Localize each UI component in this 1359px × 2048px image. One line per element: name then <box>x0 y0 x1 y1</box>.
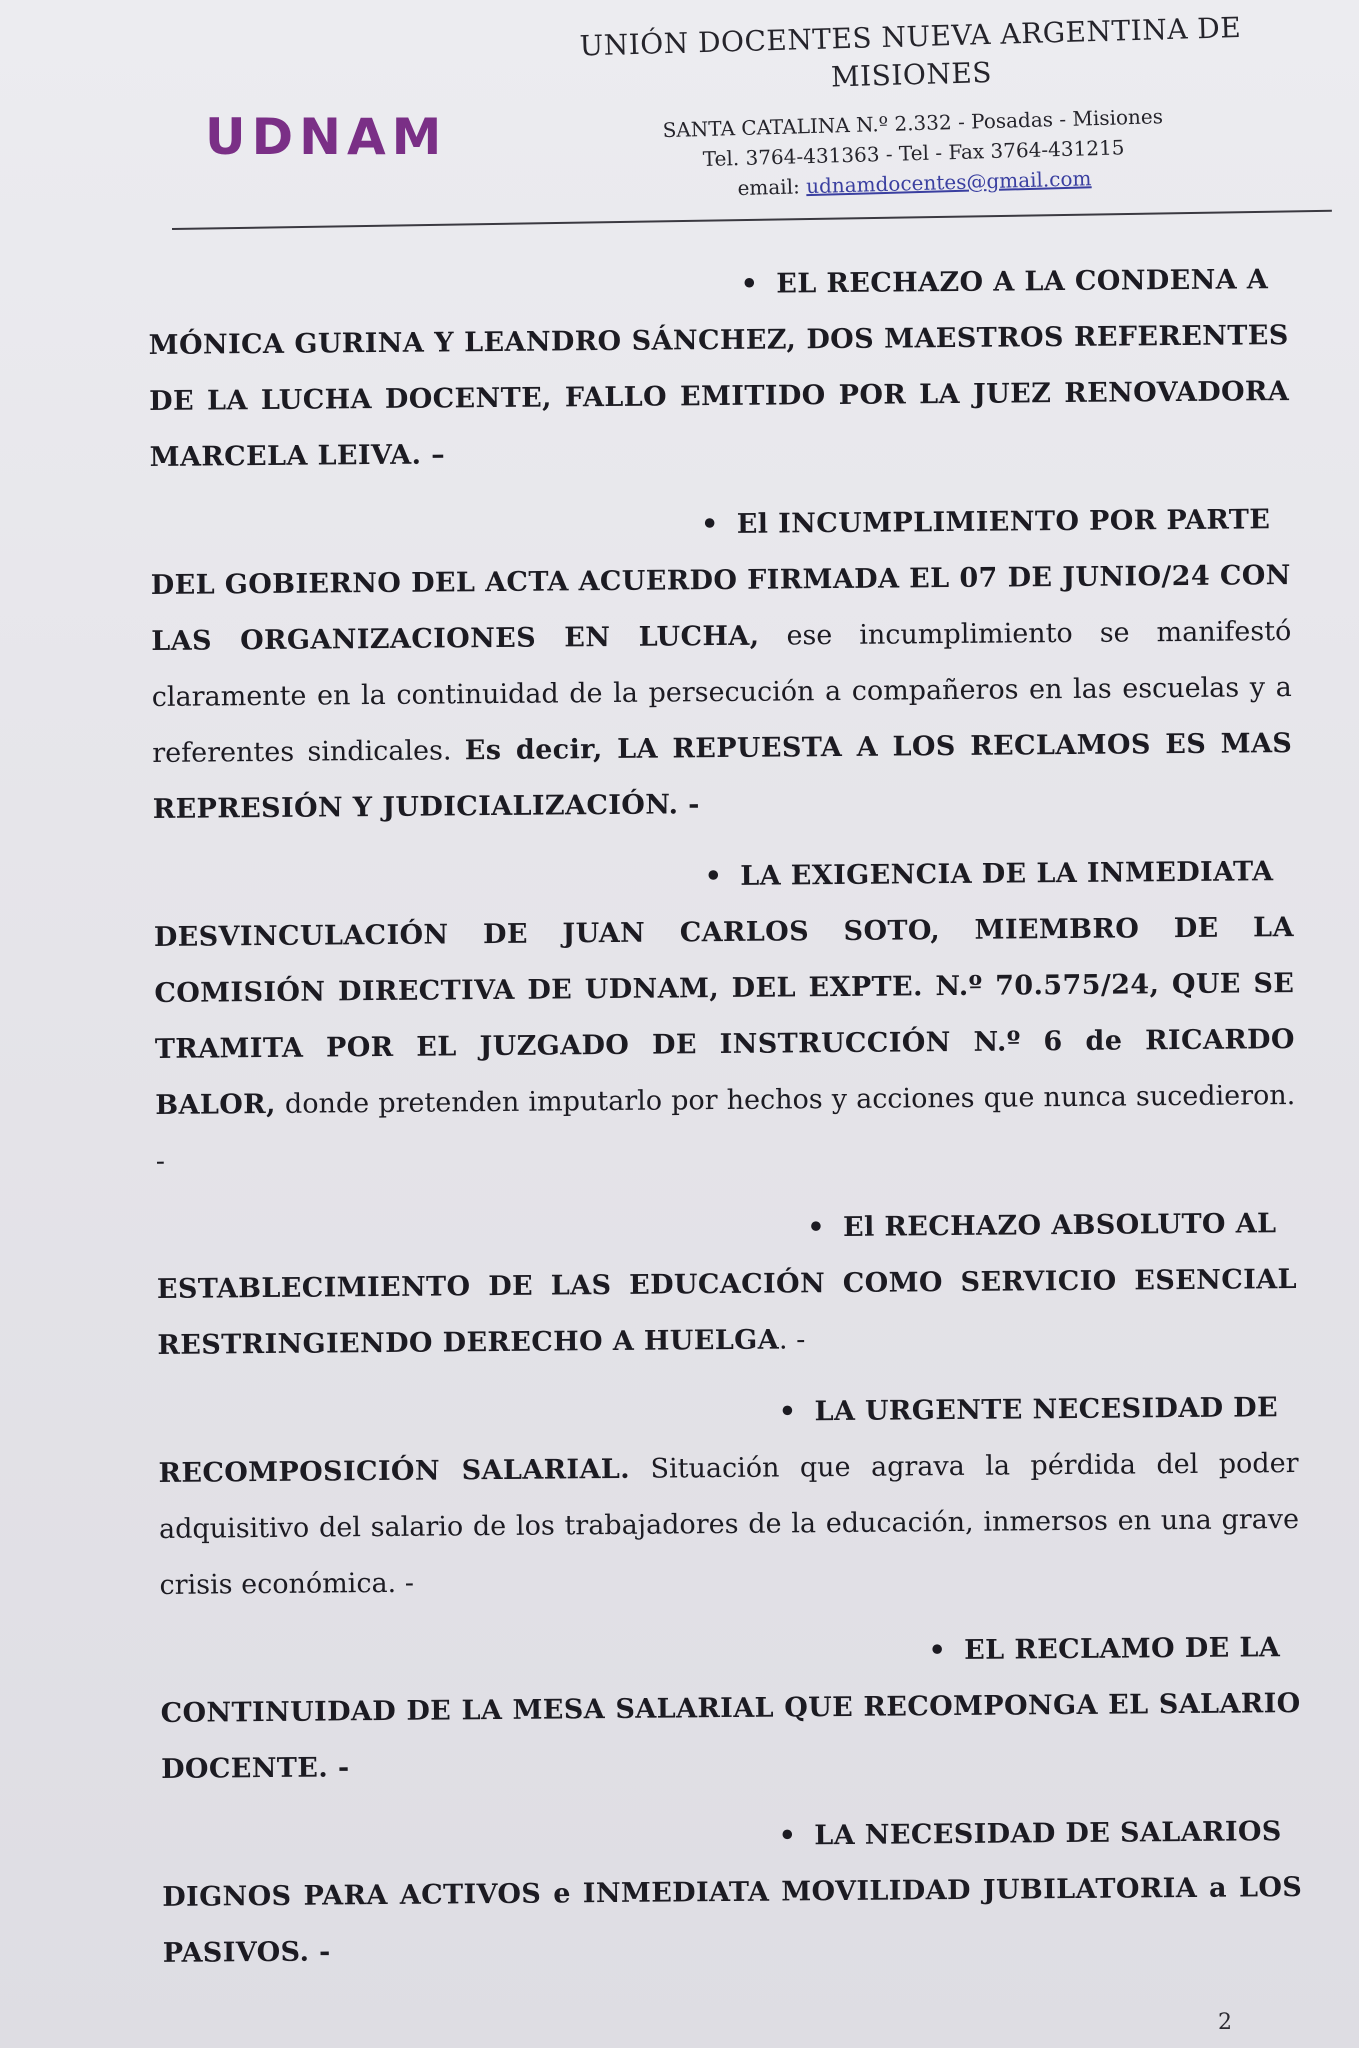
item-lead-line <box>160 1620 1300 1686</box>
item-lead-line <box>158 1380 1298 1446</box>
document-body <box>148 252 1303 1998</box>
item-text <box>148 308 1289 486</box>
list-item <box>148 252 1290 486</box>
bullet-icon: • <box>807 1212 826 1244</box>
item-normal: Situación que agrava la pérdida del poder adquisitivo del salario de los trabajadores de la educación, inmersos en una grave crisis económica. - <box>158 1448 1300 1601</box>
item-text <box>160 1676 1301 1798</box>
item-text <box>158 1436 1299 1614</box>
item-lead-line <box>153 844 1293 910</box>
address-line: SANTA CATALINA N.º 2.332 - Posadas - Misiones <box>662 104 1164 143</box>
item-lead-line <box>156 1196 1296 1262</box>
item-text <box>154 900 1296 1190</box>
list-item <box>158 1380 1300 1614</box>
item-lead-line <box>162 1804 1302 1870</box>
list-item <box>162 1804 1303 1982</box>
item-lead: LA URGENTE NECESIDAD DE <box>814 1392 1279 1428</box>
list-item <box>153 844 1296 1190</box>
org-name-line2: MISIONES <box>830 55 993 94</box>
bullet-icon: • <box>704 861 723 893</box>
item-bold: DEL GOBIERNO DEL ACTA ACUERDO FIRMADA EL 07 DE JUNIO/24 CON LAS ORGANIZACIONES EN LUCHA, <box>150 560 1291 657</box>
item-lead: El INCUMPLIMIENTO POR PARTE <box>736 504 1271 540</box>
phone-line: Tel. 3764-431363 - Tel - Fax 3764-431215 <box>702 135 1125 172</box>
email-link[interactable]: udnamdocentes@gmail.com <box>805 166 1092 199</box>
item-normal: donde pretenden imputarlo por hechos y acciones que nunca sucedieron. - <box>155 1080 1296 1177</box>
udnam-logo: UDNAM <box>205 108 448 166</box>
item-lead: EL RECHAZO A LA CONDENA A <box>776 264 1269 300</box>
email-label: email: <box>737 174 801 201</box>
item-text <box>151 548 1293 838</box>
header-divider <box>172 210 1332 230</box>
item-lead-line <box>148 252 1288 318</box>
item-bold: CONTINUIDAD DE LA MESA SALARIAL QUE RECOMPONGA EL SALARIO DOCENTE. - <box>160 1687 1301 1785</box>
item-lead: LA EXIGENCIA DE LA INMEDIATA <box>740 856 1274 892</box>
list-item <box>160 1620 1301 1798</box>
item-normal: ese incumplimiento se manifestó claramente en la continuidad de la persecución a compañeros en las escuelas y a referentes sindicales. <box>151 616 1292 769</box>
letterhead <box>560 8 1265 207</box>
bullet-icon: • <box>928 1635 947 1667</box>
item-lead-line <box>150 492 1290 558</box>
bullet-icon: • <box>778 1396 797 1428</box>
list-item <box>150 492 1293 838</box>
item-bold2: Es decir, LA REPUESTA A LOS RECLAMOS ES MAS REPRESIÓN Y JUDICIALIZACIÓN. - <box>152 728 1293 825</box>
item-bold: DESVINCULACIÓN DE JUAN CARLOS SOTO, MIEMBRO DE LA COMISIÓN DIRECTIVA DE UDNAM, DEL EXPTE. N.º 70.575/24, QUE SE TRAMITA POR EL JUZGADO DE INSTRUCCIÓN N.º 6 de RICARDO BALOR, <box>153 912 1295 1121</box>
bullet-icon: • <box>740 268 759 300</box>
item-bold: RECOMPOSICIÓN SALARIAL. <box>158 1453 631 1489</box>
item-bold: ESTABLECIMIENTO DE LAS EDUCACIÓN COMO SERVICIO ESENCIAL RESTRINGIENDO DERECHO A HUELGA <box>156 1264 1298 1361</box>
item-bold: DIGNOS PARA ACTIVOS e INMEDIATA MOVILIDAD JUBILATORIA a LOS PASIVOS. - <box>162 1871 1303 1969</box>
item-bold: MÓNICA GURINA Y LEANDRO SÁNCHEZ, DOS MAESTROS REFERENTES DE LA LUCHA DOCENTE, FALLO EMITIDO POR LA JUEZ RENOVADORA MARCELA LEIVA. – <box>148 320 1290 473</box>
item-lead: El RECHAZO ABSOLUTO AL <box>842 1208 1277 1243</box>
address-block <box>563 98 1265 208</box>
item-lead: LA NECESIDAD DE SALARIOS <box>814 1816 1282 1852</box>
list-item <box>156 1196 1297 1374</box>
item-text <box>162 1860 1303 1982</box>
item-lead: EL RECLAMO DE LA <box>964 1632 1281 1666</box>
item-normal: . - <box>778 1324 806 1356</box>
item-text <box>157 1252 1298 1374</box>
bullet-icon: • <box>778 1820 797 1852</box>
org-name-line1: UNIÓN DOCENTES NUEVA ARGENTINA DE <box>579 10 1242 63</box>
bullet-icon: • <box>700 509 719 541</box>
page-number: 2 <box>1218 2010 1232 2035</box>
